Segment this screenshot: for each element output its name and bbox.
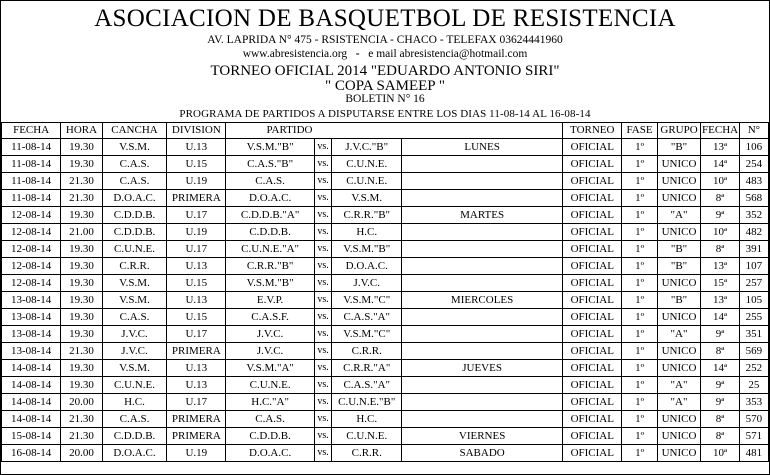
weekday-label	[402, 394, 563, 411]
home-team: C.D.D.B.	[226, 224, 314, 241]
away-team: D.O.A.C.	[332, 258, 402, 275]
match-phase: 1º	[622, 445, 657, 462]
match-time: 19.30	[61, 241, 103, 258]
table-row	[2, 156, 769, 173]
match-round: 14ª	[701, 156, 739, 173]
match-court: C.D.D.B.	[102, 428, 166, 445]
vs-label: vs.	[314, 360, 332, 377]
match-number: 254	[739, 156, 768, 173]
match-phase: 1º	[622, 190, 657, 207]
match-round: 9ª	[701, 326, 739, 343]
match-round: 8ª	[701, 241, 739, 258]
col-cancha-header: CANCHA	[102, 123, 166, 139]
match-time: 21.30	[61, 411, 103, 428]
home-team: V.S.M."A"	[226, 360, 314, 377]
weekday-label: LUNES	[402, 139, 563, 156]
match-tournament: OFICIAL	[563, 292, 622, 309]
table-row	[2, 275, 769, 292]
home-team: C.A.S.	[226, 411, 314, 428]
table-row	[2, 309, 769, 326]
weekday-label: SABADO	[402, 445, 563, 462]
weekday-label	[402, 190, 563, 207]
match-date: 12-08-14	[2, 258, 61, 275]
match-division: U.13	[167, 360, 226, 377]
match-phase: 1º	[622, 309, 657, 326]
home-team: D.O.A.C.	[226, 445, 314, 462]
match-group: UNICO	[657, 224, 701, 241]
address-line: AV. LAPRIDA N° 475 - RSISTENCIA - CHACO - TELEFAX 03624441960	[207, 34, 563, 46]
vs-label: vs.	[314, 445, 332, 462]
match-division: U.17	[167, 241, 226, 258]
home-team: C.R.R."B"	[226, 258, 314, 275]
match-phase: 1º	[622, 411, 657, 428]
match-date: 14-08-14	[2, 411, 61, 428]
match-round: 14ª	[701, 309, 739, 326]
match-court: D.O.A.C.	[102, 190, 166, 207]
match-group: UNICO	[657, 190, 701, 207]
match-date: 16-08-14	[2, 445, 61, 462]
website-text: www.abresistencia.org	[242, 48, 348, 60]
vs-label: vs.	[314, 275, 332, 292]
vs-label: vs.	[314, 411, 332, 428]
match-number: 252	[739, 360, 768, 377]
program-line: PROGRAMA DE PARTIDOS A DISPUTARSE ENTRE LOS DIAS 11-08-14 AL 16-08-14	[179, 108, 591, 120]
home-team: D.O.A.C.	[226, 190, 314, 207]
home-team: J.V.C.	[226, 343, 314, 360]
match-tournament: OFICIAL	[563, 258, 622, 275]
match-time: 19.30	[61, 139, 103, 156]
table-row	[2, 173, 769, 190]
weekday-label: VIERNES	[402, 428, 563, 445]
weekday-label	[402, 343, 563, 360]
match-number: 105	[739, 292, 768, 309]
match-date: 13-08-14	[2, 292, 61, 309]
table-row	[2, 258, 769, 275]
match-court: D.O.A.C.	[102, 445, 166, 462]
match-division: U.13	[167, 377, 226, 394]
col-grupo-header: GRUPO	[657, 123, 701, 139]
home-team: V.S.M."B"	[226, 139, 314, 156]
bulletin-number: BOLETIN N° 16	[345, 93, 425, 105]
match-time: 19.30	[61, 326, 103, 343]
match-court: J.V.C.	[102, 343, 166, 360]
match-tournament: OFICIAL	[563, 343, 622, 360]
tournament-title: TORNEO OFICIAL 2014 "EDUARDO ANTONIO SIRI"	[210, 63, 560, 79]
match-date: 13-08-14	[2, 309, 61, 326]
away-team: C.U.N.E.	[332, 156, 402, 173]
weekday-label	[402, 224, 563, 241]
match-time: 20.00	[61, 445, 103, 462]
home-team: C.A.S.	[226, 173, 314, 190]
match-phase: 1º	[622, 224, 657, 241]
match-number: 106	[739, 139, 768, 156]
match-round: 9ª	[701, 377, 739, 394]
vs-label: vs.	[314, 190, 332, 207]
match-date: 12-08-14	[2, 275, 61, 292]
match-time: 19.30	[61, 360, 103, 377]
table-row	[2, 411, 769, 428]
match-division: U.13	[167, 292, 226, 309]
match-time: 19.30	[61, 377, 103, 394]
match-division: U.17	[167, 394, 226, 411]
match-date: 12-08-14	[2, 224, 61, 241]
match-tournament: OFICIAL	[563, 207, 622, 224]
table-row	[2, 224, 769, 241]
match-court: J.V.C.	[102, 326, 166, 343]
cup-title: " COPA SAMEEP "	[325, 78, 445, 94]
away-team: C.R.R.	[332, 445, 402, 462]
match-phase: 1º	[622, 173, 657, 190]
match-group: UNICO	[657, 360, 701, 377]
col-fecha-header: FECHA	[2, 123, 61, 139]
away-team: C.R.R.	[332, 343, 402, 360]
match-round: 8ª	[701, 190, 739, 207]
match-number: 569	[739, 343, 768, 360]
table-row	[2, 241, 769, 258]
col-torneo-header: TORNEO	[563, 123, 622, 139]
weekday-label: MARTES	[402, 207, 563, 224]
match-court: V.S.M.	[102, 139, 166, 156]
table-row	[2, 139, 769, 156]
weekday-label	[402, 173, 563, 190]
match-phase: 1º	[622, 292, 657, 309]
match-number: 353	[739, 394, 768, 411]
match-date: 11-08-14	[2, 139, 61, 156]
home-team: E.V.P.	[226, 292, 314, 309]
match-date: 13-08-14	[2, 326, 61, 343]
match-group: UNICO	[657, 411, 701, 428]
match-tournament: OFICIAL	[563, 309, 622, 326]
match-court: H.C.	[102, 394, 166, 411]
away-team: V.S.M.	[332, 190, 402, 207]
match-round: 8ª	[701, 411, 739, 428]
match-phase: 1º	[622, 343, 657, 360]
home-team: C.U.N.E."A"	[226, 241, 314, 258]
match-number: 568	[739, 190, 768, 207]
match-date: 11-08-14	[2, 156, 61, 173]
match-number: 571	[739, 428, 768, 445]
weekday-label: JUEVES	[402, 360, 563, 377]
away-team: H.C.	[332, 224, 402, 241]
table-row	[2, 445, 769, 462]
match-round: 13ª	[701, 258, 739, 275]
match-tournament: OFICIAL	[563, 224, 622, 241]
match-division: U.15	[167, 309, 226, 326]
match-tournament: OFICIAL	[563, 139, 622, 156]
match-date: 11-08-14	[2, 190, 61, 207]
match-group: "A"	[657, 377, 701, 394]
match-number: 352	[739, 207, 768, 224]
match-phase: 1º	[622, 156, 657, 173]
match-round: 10ª	[701, 173, 739, 190]
table-row	[2, 377, 769, 394]
match-round: 14ª	[701, 360, 739, 377]
match-division: U.15	[167, 275, 226, 292]
match-division: PRIMERA	[167, 190, 226, 207]
match-phase: 1º	[622, 258, 657, 275]
away-team: J.V.C."B"	[332, 139, 402, 156]
col-fecha-numero-header: FECHA	[701, 123, 739, 139]
match-number: 481	[739, 445, 768, 462]
vs-label: vs.	[314, 343, 332, 360]
home-team: C.D.D.B."A"	[226, 207, 314, 224]
match-round: 10ª	[701, 445, 739, 462]
match-time: 21.30	[61, 428, 103, 445]
weekday-label	[402, 309, 563, 326]
match-tournament: OFICIAL	[563, 275, 622, 292]
match-division: PRIMERA	[167, 428, 226, 445]
away-team: C.U.N.E."B"	[332, 394, 402, 411]
match-round: 15ª	[701, 275, 739, 292]
away-team: C.A.S."A"	[332, 309, 402, 326]
match-round: 9ª	[701, 207, 739, 224]
match-group: "B"	[657, 241, 701, 258]
match-time: 21.30	[61, 173, 103, 190]
col-hora-header: HORA	[61, 123, 103, 139]
match-group: "B"	[657, 292, 701, 309]
match-time: 19.30	[61, 207, 103, 224]
away-team: C.A.S."A"	[332, 377, 402, 394]
match-number: 107	[739, 258, 768, 275]
away-team: V.S.M."B"	[332, 241, 402, 258]
match-division: U.17	[167, 207, 226, 224]
match-tournament: OFICIAL	[563, 360, 622, 377]
vs-label: vs.	[314, 258, 332, 275]
col-numero-header: N°	[739, 123, 768, 139]
match-group: UNICO	[657, 156, 701, 173]
match-group: UNICO	[657, 428, 701, 445]
match-round: 8ª	[701, 428, 739, 445]
vs-label: vs.	[314, 377, 332, 394]
match-group: "A"	[657, 394, 701, 411]
match-group: UNICO	[657, 173, 701, 190]
match-court: C.R.R.	[102, 258, 166, 275]
match-court: V.S.M.	[102, 360, 166, 377]
table-row	[2, 394, 769, 411]
match-tournament: OFICIAL	[563, 241, 622, 258]
home-team: J.V.C.	[226, 326, 314, 343]
match-phase: 1º	[622, 326, 657, 343]
vs-label: vs.	[314, 224, 332, 241]
match-division: U.19	[167, 445, 226, 462]
weekday-label	[402, 377, 563, 394]
table-row	[2, 190, 769, 207]
vs-label: vs.	[314, 241, 332, 258]
col-partido-header: PARTIDO	[226, 123, 563, 139]
match-division: U.15	[167, 156, 226, 173]
schedule-table	[1, 122, 769, 462]
match-tournament: OFICIAL	[563, 377, 622, 394]
match-tournament: OFICIAL	[563, 445, 622, 462]
vs-label: vs.	[314, 139, 332, 156]
match-date: 14-08-14	[2, 377, 61, 394]
away-team: C.U.N.E.	[332, 173, 402, 190]
match-tournament: OFICIAL	[563, 190, 622, 207]
match-date: 15-08-14	[2, 428, 61, 445]
match-tournament: OFICIAL	[563, 173, 622, 190]
email-text: e mail abresistencia@hotmail.com	[368, 48, 528, 60]
table-row	[2, 326, 769, 343]
match-court: C.U.N.E.	[102, 241, 166, 258]
match-division: U.19	[167, 224, 226, 241]
match-time: 19.30	[61, 275, 103, 292]
match-number: 482	[739, 224, 768, 241]
match-time: 19.30	[61, 292, 103, 309]
weekday-label	[402, 241, 563, 258]
vs-label: vs.	[314, 309, 332, 326]
match-time: 20.00	[61, 394, 103, 411]
match-date: 12-08-14	[2, 207, 61, 224]
match-court: C.A.S.	[102, 156, 166, 173]
match-number: 25	[739, 377, 768, 394]
match-division: U.19	[167, 173, 226, 190]
match-group: UNICO	[657, 343, 701, 360]
match-number: 391	[739, 241, 768, 258]
match-time: 19.30	[61, 309, 103, 326]
match-time: 21.30	[61, 190, 103, 207]
match-phase: 1º	[622, 275, 657, 292]
contact-line	[1, 47, 769, 61]
match-date: 11-08-14	[2, 173, 61, 190]
match-date: 14-08-14	[2, 360, 61, 377]
match-tournament: OFICIAL	[563, 326, 622, 343]
table-row	[2, 207, 769, 224]
match-phase: 1º	[622, 428, 657, 445]
match-round: 8ª	[701, 343, 739, 360]
vs-label: vs.	[314, 428, 332, 445]
match-number: 257	[739, 275, 768, 292]
match-group: "B"	[657, 258, 701, 275]
match-court: C.D.D.B.	[102, 224, 166, 241]
vs-label: vs.	[314, 394, 332, 411]
away-team: H.C.	[332, 411, 402, 428]
away-team: V.S.M."C"	[332, 292, 402, 309]
match-division: PRIMERA	[167, 411, 226, 428]
association-title: ASOCIACION DE BASQUETBOL DE RESISTENCIA	[94, 5, 676, 32]
match-round: 10ª	[701, 224, 739, 241]
match-time: 19.30	[61, 258, 103, 275]
match-number: 483	[739, 173, 768, 190]
weekday-label	[402, 275, 563, 292]
home-team: V.S.M."B"	[226, 275, 314, 292]
vs-label: vs.	[314, 156, 332, 173]
match-time: 21.00	[61, 224, 103, 241]
match-court: C.A.S.	[102, 173, 166, 190]
match-group: "A"	[657, 207, 701, 224]
bulletin-header	[1, 1, 769, 122]
vs-label: vs.	[314, 292, 332, 309]
table-row	[2, 343, 769, 360]
match-court: V.S.M.	[102, 275, 166, 292]
match-division: PRIMERA	[167, 343, 226, 360]
table-row	[2, 292, 769, 309]
away-team: C.R.R."A"	[332, 360, 402, 377]
home-team: C.A.S.F.	[226, 309, 314, 326]
away-team: C.U.N.E.	[332, 428, 402, 445]
match-date: 14-08-14	[2, 394, 61, 411]
match-round: 13ª	[701, 139, 739, 156]
match-group: UNICO	[657, 445, 701, 462]
away-team: C.R.R."B"	[332, 207, 402, 224]
vs-label: vs.	[314, 326, 332, 343]
match-phase: 1º	[622, 241, 657, 258]
col-fase-header: FASE	[622, 123, 657, 139]
table-header-row	[2, 123, 769, 139]
match-date: 12-08-14	[2, 241, 61, 258]
match-court: C.U.N.E.	[102, 377, 166, 394]
match-group: "B"	[657, 139, 701, 156]
match-time: 19.30	[61, 156, 103, 173]
match-round: 9ª	[701, 394, 739, 411]
weekday-label	[402, 258, 563, 275]
match-time: 21.30	[61, 343, 103, 360]
table-row	[2, 360, 769, 377]
home-team: C.A.S."B"	[226, 156, 314, 173]
match-round: 13ª	[701, 292, 739, 309]
match-tournament: OFICIAL	[563, 428, 622, 445]
home-team: C.D.D.B.	[226, 428, 314, 445]
match-tournament: OFICIAL	[563, 156, 622, 173]
vs-label: vs.	[314, 173, 332, 190]
match-group: UNICO	[657, 309, 701, 326]
home-team: C.U.N.E.	[226, 377, 314, 394]
home-team: H.C."A"	[226, 394, 314, 411]
weekday-label	[402, 156, 563, 173]
match-date: 13-08-14	[2, 343, 61, 360]
match-division: U.13	[167, 258, 226, 275]
schedule-body	[2, 139, 769, 462]
match-number: 255	[739, 309, 768, 326]
match-court: C.D.D.B.	[102, 207, 166, 224]
match-phase: 1º	[622, 394, 657, 411]
match-number: 351	[739, 326, 768, 343]
match-court: C.A.S.	[102, 309, 166, 326]
col-division-header: DIVISION	[167, 123, 226, 139]
match-court: C.A.S.	[102, 411, 166, 428]
match-court: V.S.M.	[102, 292, 166, 309]
weekday-label	[402, 326, 563, 343]
match-phase: 1º	[622, 207, 657, 224]
match-group: UNICO	[657, 275, 701, 292]
weekday-label	[402, 411, 563, 428]
match-number: 570	[739, 411, 768, 428]
match-division: U.17	[167, 326, 226, 343]
match-phase: 1º	[622, 377, 657, 394]
match-tournament: OFICIAL	[563, 394, 622, 411]
match-division: U.13	[167, 139, 226, 156]
away-team: J.V.C.	[332, 275, 402, 292]
match-group: "A"	[657, 326, 701, 343]
match-tournament: OFICIAL	[563, 411, 622, 428]
vs-label: vs.	[314, 207, 332, 224]
away-team: V.S.M."C"	[332, 326, 402, 343]
weekday-label: MIERCOLES	[402, 292, 563, 309]
table-row	[2, 428, 769, 445]
match-phase: 1º	[622, 360, 657, 377]
match-phase: 1º	[622, 139, 657, 156]
contact-separator: -	[355, 48, 360, 60]
